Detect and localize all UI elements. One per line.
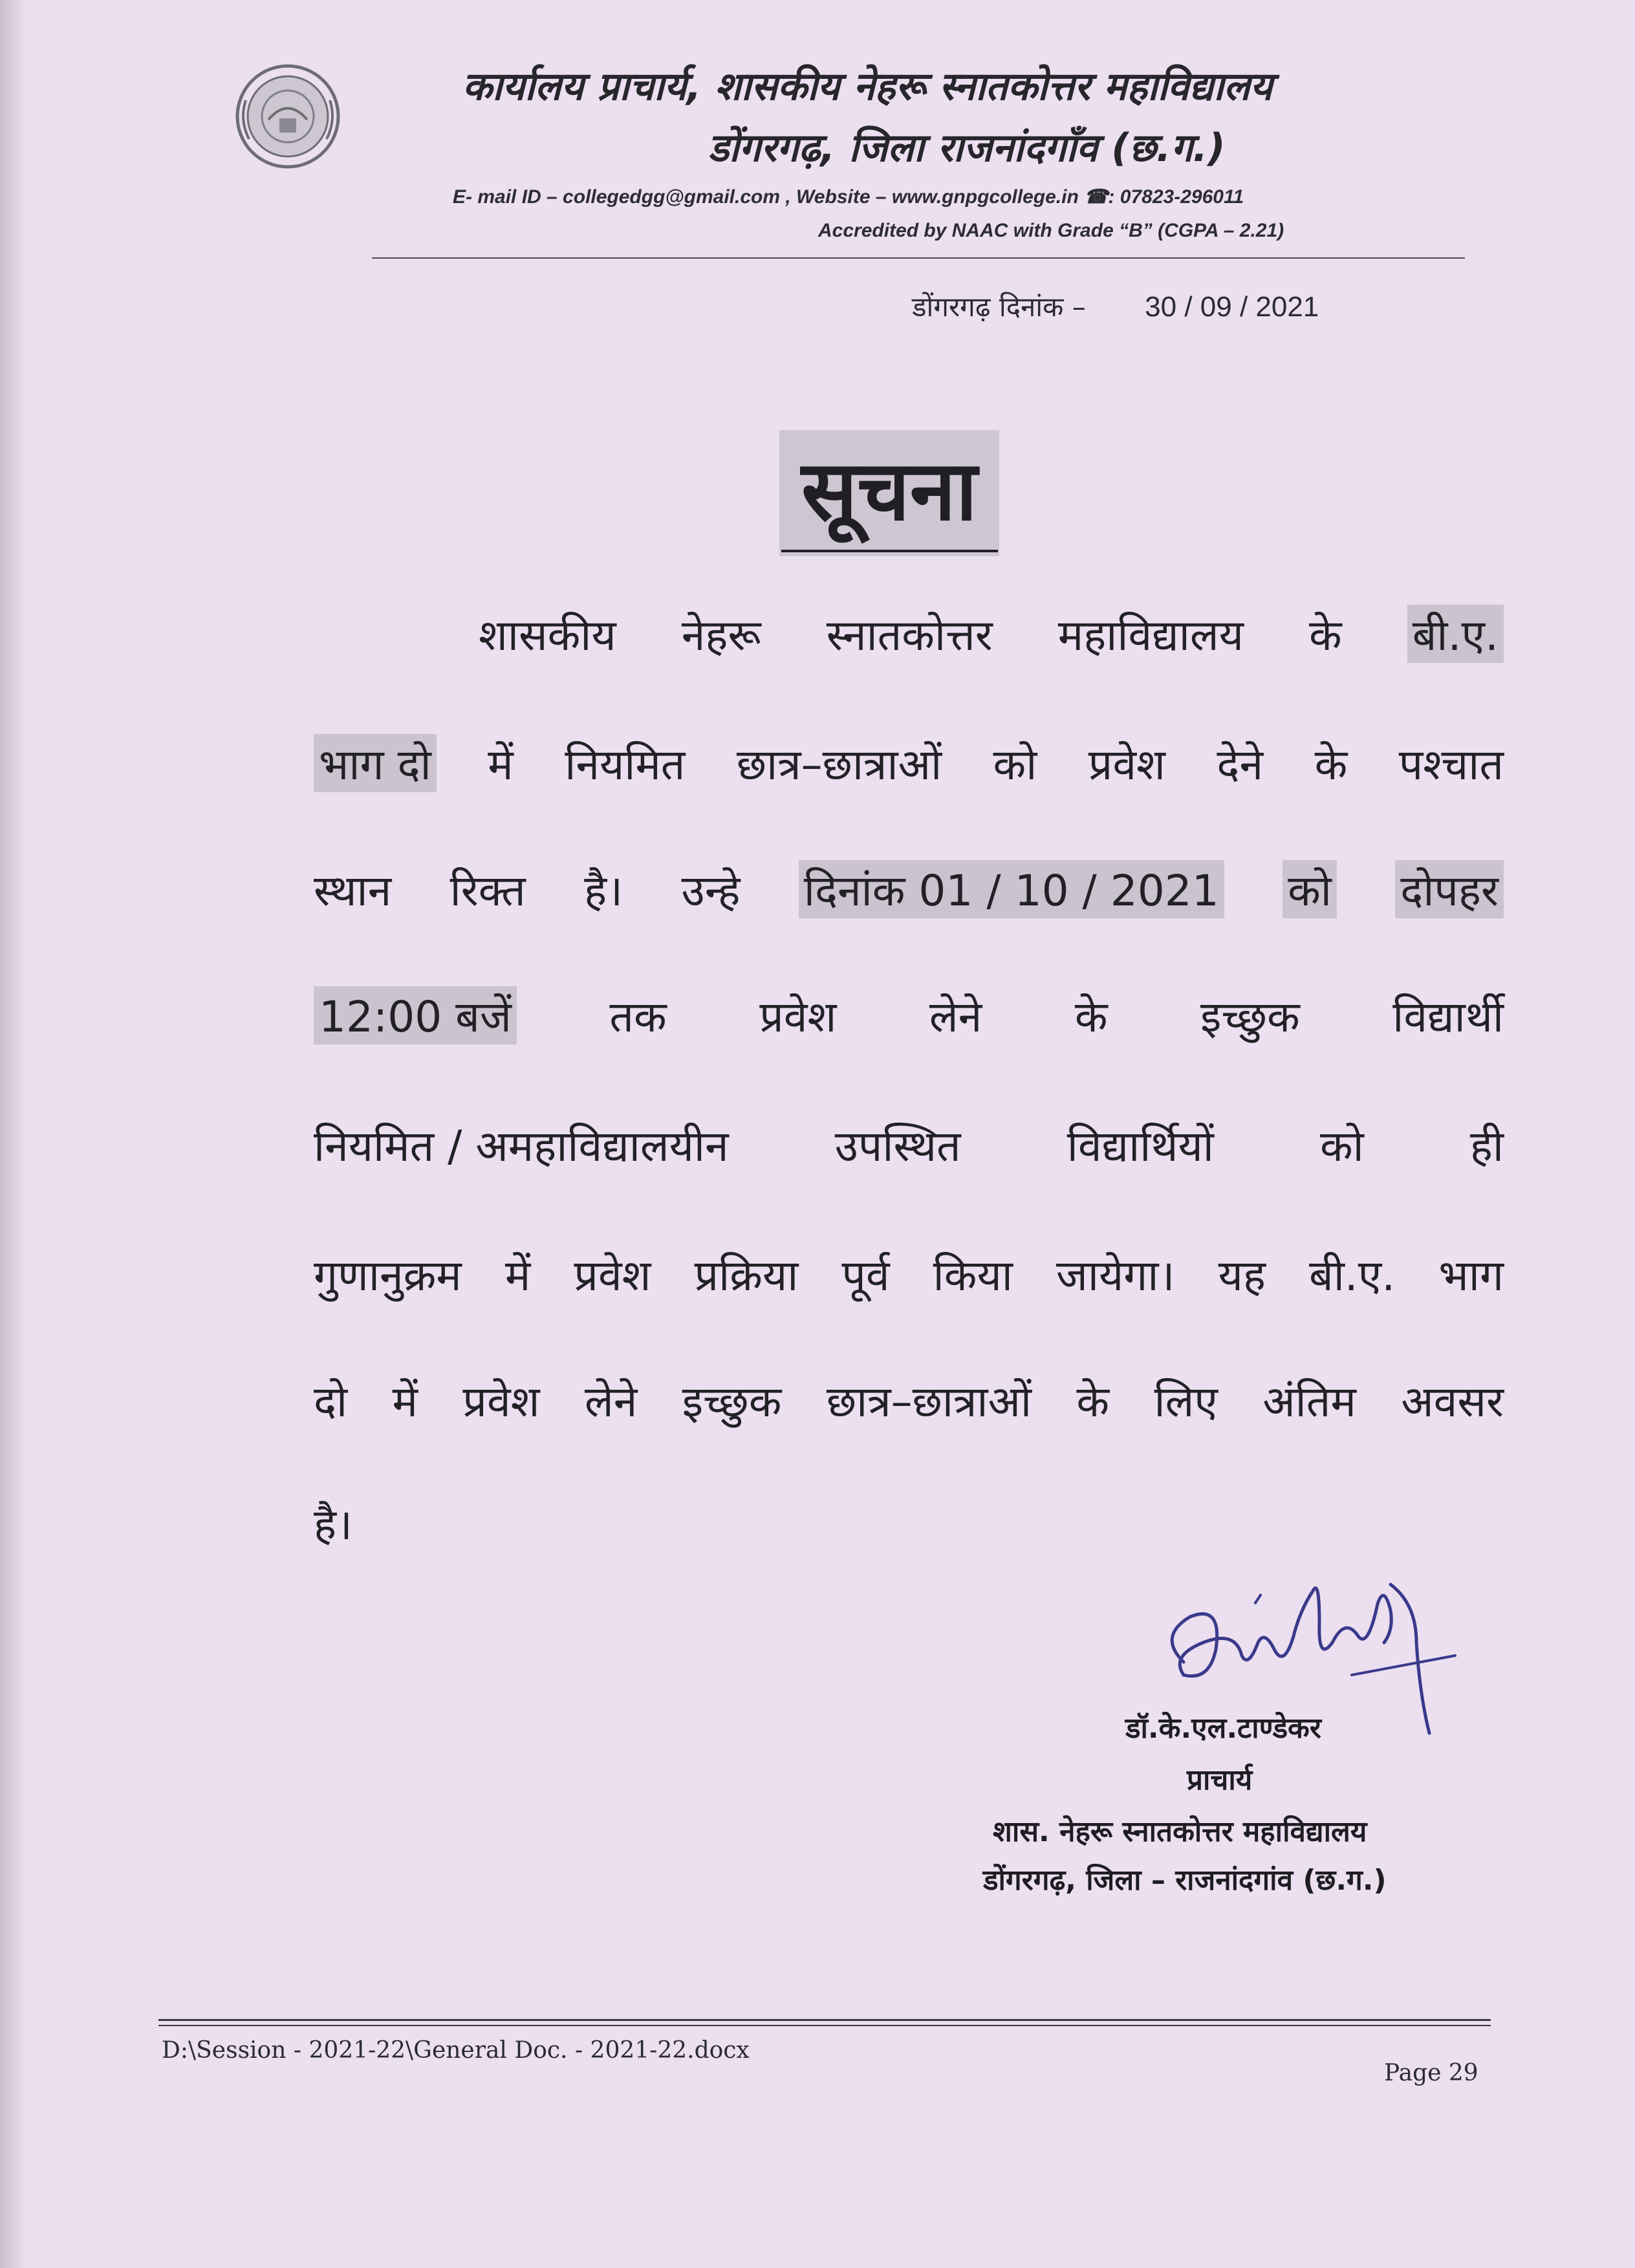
date-label: डोंगरगढ़ दिनांक – [912,291,1086,323]
word: विद्यार्थियों [1067,1121,1214,1171]
word: अवसर [1401,1377,1504,1427]
word: महाविद्यालय [1057,610,1244,660]
word: नियमित [565,740,686,790]
word: जायेगा। [1056,1251,1175,1301]
highlighted-date: दिनांक 01 / 10 / 2021 [799,860,1224,918]
footer-divider-bottom [158,2025,1491,2026]
header-divider [372,257,1465,259]
signatory-designation: प्राचार्य [1187,1764,1253,1797]
highlighted-word: बी.ए. [1407,605,1504,663]
body-line-6 [314,1245,1504,1303]
word: में [504,1251,531,1301]
heading-underline [781,550,998,552]
word: है। [314,1500,353,1550]
date-line [912,288,1319,325]
highlighted-word: भाग दो [314,734,437,792]
body-line-5 [314,1116,1504,1174]
word: प्रवेश [574,1251,651,1301]
body-line-3 [314,860,1504,918]
word: भाग [1438,1251,1504,1301]
word: नियमित / अमहाविद्यालयीन [314,1121,729,1171]
word: रिक्त [449,866,526,916]
word: तक [609,992,667,1042]
word: प्रवेश [1088,740,1165,790]
word: गुणानुक्रम [314,1251,462,1301]
body-line-7 [314,1371,1504,1429]
word: छात्र–छात्राओं [826,1377,1032,1427]
highlighted-time: 12:00 बजें [314,986,517,1044]
accreditation-text: Accredited by NAAC with Grade “B” (CGPA – 2.21) [818,220,1284,241]
date-value: 30 / 09 / 2021 [1145,291,1319,323]
word: प्रवेश [759,992,837,1042]
body-line-8 [314,1494,1504,1552]
word: प्रवेश [462,1377,540,1427]
word: शासकीय [479,610,616,660]
word: प्रक्रिया [694,1251,799,1301]
word: है। [584,866,623,916]
word: दो [314,1377,348,1427]
footer-page-number: Page 29 [1384,2060,1478,2086]
word: में [392,1377,418,1427]
word: स्थान [314,866,392,916]
word: लेने [584,1377,638,1427]
word: विद्यार्थी [1392,992,1504,1042]
body-line-2 [314,734,1504,792]
word: पूर्व [841,1251,890,1301]
office-title: कार्यालय प्राचार्य, शासकीय नेहरू स्नातकोत्तर महाविद्यालय [462,64,1273,109]
word: बी.ए. [1309,1251,1396,1301]
highlighted-word: दोपहर [1395,860,1504,918]
word: ही [1469,1121,1504,1171]
word: के [1076,1377,1110,1427]
body-line-1 [479,605,1504,663]
footer-divider-top [158,2019,1491,2021]
word: छात्र–छात्राओं [736,740,942,790]
word: में [488,740,514,790]
word: अंतिम [1262,1377,1356,1427]
signatory-name: डॉ.के.एल.टाण्डेकर [1125,1712,1321,1745]
word: देने [1217,740,1264,790]
word: किया [933,1251,1013,1301]
word: पश्चात [1398,740,1504,790]
contact-details: E- mail ID – collegedgg@gmail.com , Website – www.gnpgcollege.in ☎: 07823-296011 [453,186,1244,208]
word: उपस्थित [834,1121,961,1171]
handwritten-signature [1145,1565,1462,1778]
body-line-4 [314,986,1504,1044]
word: इच्छुक [682,1377,782,1427]
word: स्नातकोत्तर [826,610,993,660]
signatory-institution: शास. नेहरू स्नातकोत्तर महाविद्यालय [993,1815,1367,1848]
word: लेने [929,992,982,1042]
footer-file-path: D:\Session - 2021-22\General Doc. - 2021-22.docx [162,2037,750,2064]
notice-heading: सूचना [779,430,999,556]
word: के [1308,610,1342,660]
office-address: डोंगरगढ़, जिला राजनांदगाँव (छ.ग.) [708,125,1226,171]
word: के [1314,740,1348,790]
word: नेहरू [681,610,761,660]
highlighted-word: को [1283,860,1337,918]
signatory-address: डोंगरगढ़, जिला – राजनांदगांव (छ.ग.) [983,1864,1387,1897]
word: को [993,740,1037,790]
college-seal-logo [233,61,343,171]
word: इच्छुक [1200,992,1300,1042]
word: यह [1218,1251,1266,1301]
word: को [1319,1121,1364,1171]
word: लिए [1154,1377,1218,1427]
word: के [1074,992,1108,1042]
word: उन्हे [681,866,741,916]
page-edge [0,0,26,2268]
